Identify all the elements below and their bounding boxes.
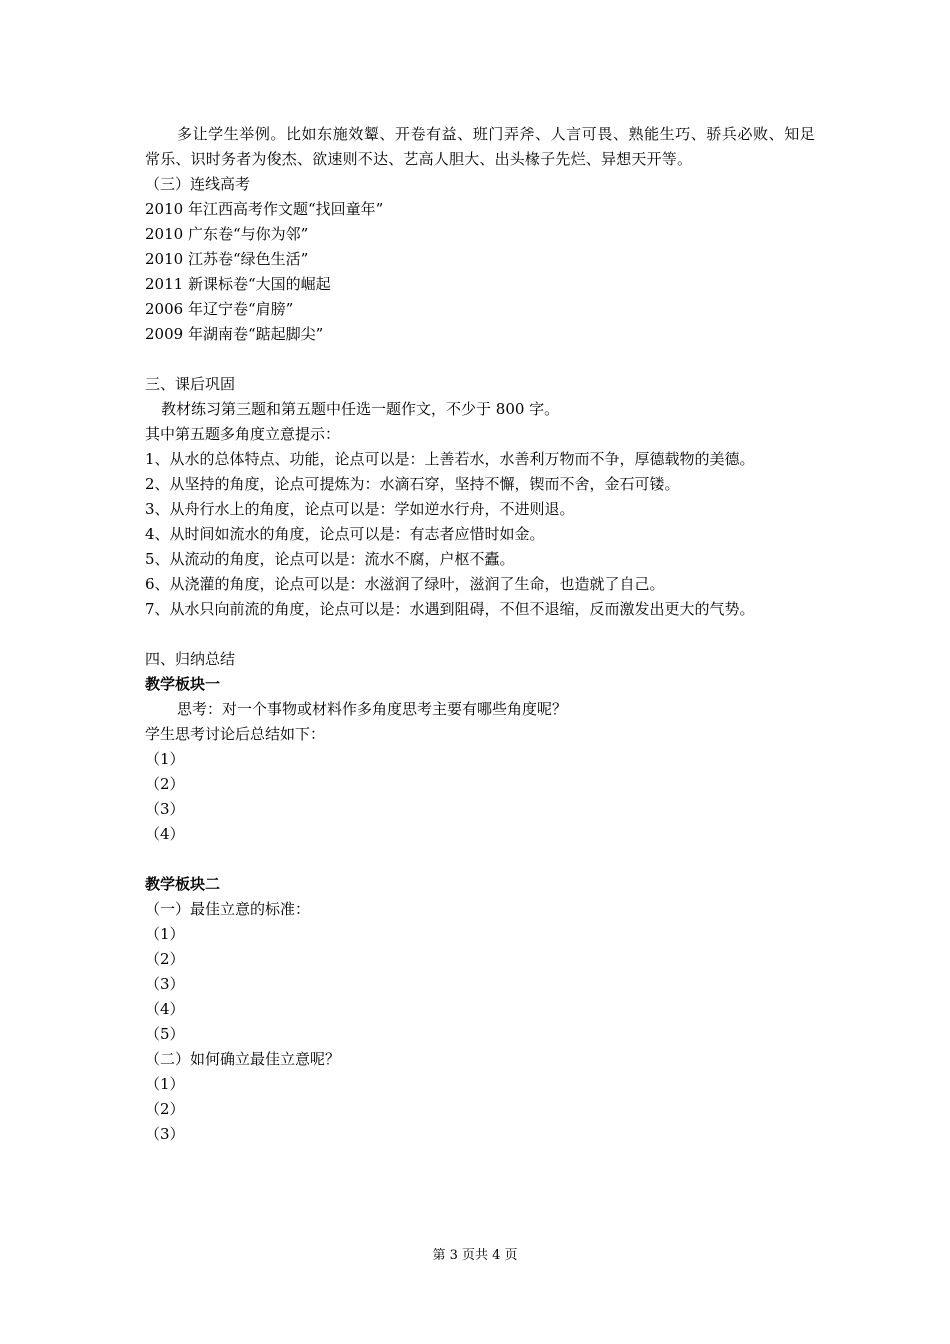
- block2-sub1-item: （4）: [145, 1000, 185, 1018]
- hint-item: 2、从坚持的角度，论点可提炼为：水滴石穿，坚持不懈，锲而不舍，金石可镂。: [145, 475, 680, 493]
- block2-sub2-item: （3）: [145, 1125, 185, 1143]
- intro-paragraph: 多让学生举例。比如东施效颦、开卷有益、班门弄斧、人言可畏、熟能生巧、骄兵必败、知足常乐、识时务者为俊杰、欲速则不达、艺高人胆大、出头椽子先烂、异想天开等。: [145, 125, 815, 168]
- block1-question: 思考：对一个事物或材料作多角度思考主要有哪些角度呢？: [177, 700, 568, 718]
- page-footer: 第 3 页共 4 页: [432, 1248, 518, 1263]
- block2-sub1-item: （2）: [145, 950, 185, 968]
- block1-item: （2）: [145, 775, 185, 793]
- block2-sub1-item: （1）: [145, 925, 185, 943]
- hint-item: 5、从流动的角度，论点可以是：流水不腐，户枢不蠹。: [145, 550, 515, 568]
- exam-topic: 2010 广东卷“与你为邻”: [145, 225, 309, 243]
- block2-sub2-item: （2）: [145, 1100, 185, 1118]
- exam-topic: 2010 年江西高考作文题“找回童年”: [145, 200, 384, 218]
- hint-heading: 其中第五题多角度立意提示：: [145, 425, 341, 443]
- block2-sub1-item: （5）: [145, 1025, 185, 1043]
- exam-topic: 2011 新课标卷“大国的崛起: [145, 275, 331, 293]
- hint-item: 3、从舟行水上的角度，论点可以是：学如逆水行舟，不进则退。: [145, 500, 575, 518]
- block1-title: 教学板块一: [145, 675, 221, 693]
- block1-item: （4）: [145, 825, 185, 843]
- block2-sub2-heading: （二）如何确立最佳立意呢？: [145, 1050, 341, 1068]
- section3-heading: （三）连线高考: [145, 175, 251, 193]
- summary-heading: 四、归纳总结: [145, 650, 236, 668]
- block2-sub1-item: （3）: [145, 975, 185, 993]
- spacer: [145, 847, 815, 872]
- consolidation-heading: 三、课后巩固: [145, 375, 236, 393]
- block1-lead: 学生思考讨论后总结如下：: [145, 725, 326, 743]
- hint-item: 6、从浇灌的角度，论点可以是：水滋润了绿叶，滋润了生命，也造就了自己。: [145, 575, 665, 593]
- spacer: [145, 622, 815, 647]
- block2-sub2-item: （1）: [145, 1075, 185, 1093]
- block1-item: （1）: [145, 750, 185, 768]
- exam-topic: 2010 江苏卷“绿色生活”: [145, 250, 309, 268]
- spacer: [145, 347, 815, 372]
- hint-item: 1、从水的总体特点、功能，论点可以是：上善若水，水善利万物而不争，厚德载物的美德。: [145, 450, 755, 468]
- block2-title: 教学板块二: [145, 875, 221, 893]
- exam-topic: 2009 年湖南卷“踮起脚尖”: [145, 325, 324, 343]
- hint-item: 4、从时间如流水的角度，论点可以是：有志者应惜时如金。: [145, 525, 545, 543]
- block2-sub1-heading: （一）最佳立意的标准：: [145, 900, 311, 918]
- exam-topic: 2006 年辽宁卷“肩膀”: [145, 300, 294, 318]
- hint-item: 7、从水只向前流的角度，论点可以是：水遇到阻碍，不但不退缩，反而激发出更大的气势。: [145, 600, 755, 618]
- consolidation-task: 教材练习第三题和第五题中任选一题作文，不少于 800 字。: [161, 400, 560, 418]
- document-page: [145, 122, 815, 1147]
- block1-item: （3）: [145, 800, 185, 818]
